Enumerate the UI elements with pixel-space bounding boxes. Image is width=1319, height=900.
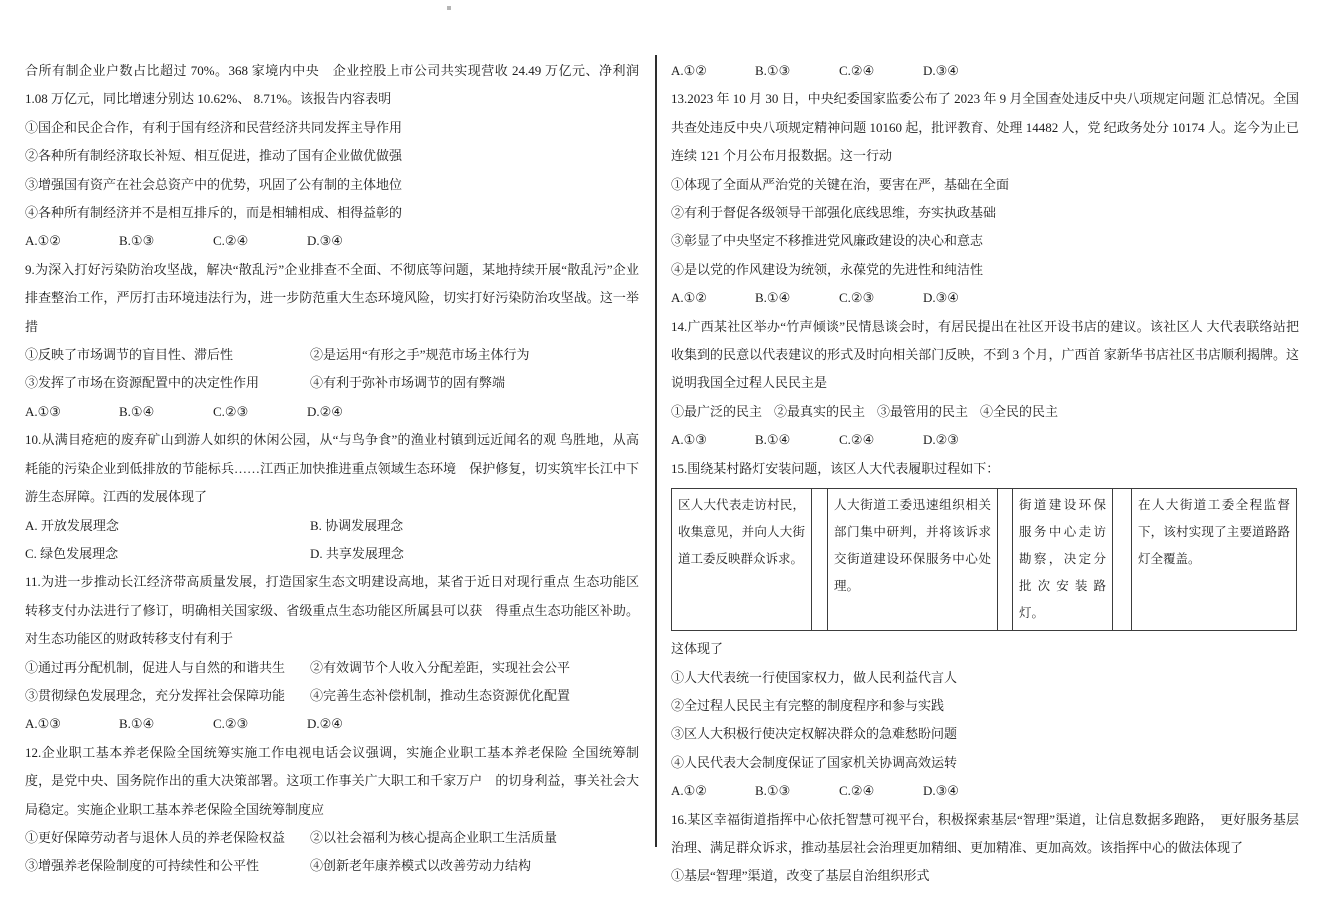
answer-choice: B.①④ [755, 432, 791, 448]
question-paragraph: 15.围绕某村路灯安装问题，该区人大代表履职过程如下： [671, 460, 1000, 476]
option-item: ②有效调节个人收入分配差距，实现社会公平 [310, 659, 571, 675]
answer-choice: C.②④ [839, 783, 875, 799]
option-pair-row [25, 824, 639, 852]
option-pair-row [25, 682, 639, 710]
statement-option: ③最管用的民主 [877, 403, 969, 419]
table-spacer-cell [812, 489, 828, 631]
answer-options-row [25, 398, 639, 426]
answer-choice: A.①③ [25, 403, 61, 419]
statement-line: ①基层“智理”渠道，改变了基层自治组织形式 [671, 868, 930, 884]
left-column [25, 57, 639, 881]
answer-choice: C.②④ [213, 233, 249, 249]
statement-option: ④全民的民主 [980, 403, 1059, 419]
option-item: ②以社会福利为核心提高企业职工生活质量 [310, 829, 558, 845]
process-table [671, 488, 1297, 631]
option-pair-row [25, 512, 639, 540]
option-pair-row [25, 341, 639, 369]
option-item: ③发挥了市场在资源配置中的决定性作用 [25, 375, 260, 391]
answer-options-row [25, 227, 639, 255]
answer-choice: C.②④ [839, 63, 875, 78]
statement-line: ①国企和民企合作，有利于国有经济和民营经济共同发挥主导作用 [25, 119, 403, 135]
answer-choice: D.③④ [923, 63, 959, 78]
question-paragraph: 14.广西某社区举办“竹声倾谈”民情恳谈会时，有居民提出在社区开设书店的建议。该社区人 大代表联络站把收集到的民意以代表建议的形式及时向相关部门反映，不到 3 个月，广西首 家新华书店社区书店顺利揭牌。这说明我国全过程人民民主是 [671, 318, 1299, 391]
statement-line: ②有利于督促各级领导干部强化底线思维，夯实执政基础 [671, 205, 997, 221]
answer-choice: C.②③ [213, 716, 249, 732]
statement-line: ②全过程人民民主有完整的制度程序和参与实践 [671, 697, 945, 713]
option-item: ④完善生态补偿机制，推动生态资源优化配置 [310, 687, 571, 703]
answer-choice: C.②④ [839, 432, 875, 448]
statement-line: ③区人大积极行使决定权解决群众的急难愁盼问题 [671, 726, 958, 742]
option-item: D. 共享发展理念 [310, 545, 404, 561]
statement-option: ①最广泛的民主 [671, 403, 763, 419]
option-item: ②是运用“有形之手”规范市场主体行为 [310, 347, 530, 363]
statement-line: ④是以党的作风建设为统领，永葆党的先进性和纯洁性 [671, 261, 984, 277]
option-item: ①反映了市场调节的盲目性、滞后性 [25, 347, 234, 363]
option-pair-row [25, 540, 639, 568]
answer-choice: C.②③ [839, 290, 875, 306]
process-step-cell: 在人大街道工委全程监督下，该村实现了主要道路路灯全覆盖。 [1132, 489, 1297, 631]
option-item: ①更好保障劳动者与退休人员的养老保险权益 [25, 829, 286, 845]
statement-line: ①体现了全面从严治党的关键在治，要害在严，基础在全面 [671, 176, 1010, 192]
answer-choice: B.①③ [119, 233, 155, 249]
option-item: B. 协调发展理念 [310, 517, 404, 533]
scan-artifact-dot [447, 6, 451, 10]
option-pair-row [25, 654, 639, 682]
statement-line: ④各种所有制经济并不是相互排斥的，而是相辅相成、相得益彰的 [25, 205, 403, 221]
statement-line: ③彰显了中央坚定不移推进党风廉政建设的决心和意志 [671, 233, 984, 249]
question-paragraph: 11.为进一步推动长江经济带高质量发展，打造国家生态文明建设高地，某省于近日对现行重点 生态功能区转移支付办法进行了修订，明确相关国家级、省级重点生态功能区所属县可以获 得重点生态功能区补助。对生态功能区的财政转移支付有利于 [25, 574, 639, 647]
answer-choice: A.①② [671, 63, 707, 78]
option-item: C. 绿色发展理念 [25, 545, 119, 561]
answer-choice: A.①② [671, 290, 707, 306]
option-item: ③贯彻绿色发展理念，充分发挥社会保障功能 [25, 687, 286, 703]
answer-choice: A.①③ [671, 432, 707, 448]
right-column [671, 57, 1299, 891]
statement-line: ②各种所有制经济取长补短、相互促进，推动了国有企业做优做强 [25, 148, 403, 164]
process-step-cell: 街道建设环保服务中心走访勘察，决定分批次安装路灯。 [1013, 489, 1113, 631]
statement-line: ④人民代表大会制度保证了国家机关协调高效运转 [671, 754, 958, 770]
option-item: A. 开放发展理念 [25, 517, 119, 533]
statement-options-row [671, 398, 1299, 426]
answer-choice: B.①④ [119, 403, 155, 419]
process-step-cell: 区人大代表走访村民，收集意见，并向人大街道工委反映群众诉求。 [672, 489, 812, 631]
answer-choice: A.①② [25, 233, 61, 249]
option-item: ④有利于弥补市场调节的固有弊端 [310, 375, 506, 391]
question-paragraph: 16.某区幸福街道指挥中心依托智慧可视平台，积极探索基层“智理”渠道，让信息数据多跑路， 更好服务基层治理、满足群众诉求，推动基层社会治理更加精细、更加精准、更加高效。该指挥中心的做法体现了 [671, 811, 1299, 855]
option-pair-row [25, 852, 639, 880]
question-paragraph: 12.企业职工基本养老保险全国统筹实施工作电视电话会议强调，实施企业职工基本养老保险 全国统筹制度，是党中央、国务院作出的重大决策部署。这项工作事关广大职工和千家万户 的切身利益，事关社会大局稳定。实施企业职工基本养老保险全国统筹制度应 [25, 744, 639, 817]
answer-choice: D.②④ [307, 716, 343, 732]
statement-line: 合所有制企业户数占比超过 70%。368 家境内中央 企业控股上市公司共实现营收 24.49 万亿元、净利润 1.08 万亿元，同比增速分别达 10.62%、 8.71%。该报告内容表明 [25, 63, 639, 107]
statement-line: ③增强国有资产在社会总资产中的优势，巩固了公有制的主体地位 [25, 176, 403, 192]
answer-choice: A.①③ [25, 716, 61, 732]
option-item: ①通过再分配机制，促进人与自然的和谐共生 [25, 659, 286, 675]
statement-line: 这体现了 [671, 641, 724, 657]
answer-choice: D.②④ [307, 403, 343, 419]
answer-choice: A.①② [671, 783, 707, 799]
answer-choice: D.③④ [923, 290, 959, 306]
column-divider [655, 55, 657, 847]
table-spacer-cell [1113, 489, 1132, 631]
option-item: ④创新老年康养模式以改善劳动力结构 [310, 858, 532, 874]
answer-choice: C.②③ [213, 403, 249, 419]
question-paragraph: 10.从满目疮疤的废弃矿山到游人如织的休闲公园，从“与鸟争食”的渔业村镇到远近闻名的观 鸟胜地，从高耗能的污染企业到低排放的节能标兵……江西正加快推进重点领域生态环境 保护修复，切实筑牢长江中下游生态屏障。江西的发展体现了 [25, 432, 639, 505]
statement-option: ②最真实的民主 [774, 403, 866, 419]
answer-options-row [671, 57, 1299, 85]
answer-choice: D.②③ [923, 432, 959, 448]
table-spacer-cell [998, 489, 1013, 631]
answer-choice: D.③④ [307, 233, 343, 249]
answer-options-row [671, 426, 1299, 454]
answer-options-row [25, 710, 639, 738]
option-item: ③增强养老保险制度的可持续性和公平性 [25, 858, 260, 874]
answer-options-row [671, 777, 1299, 805]
answer-choice: D.③④ [923, 783, 959, 799]
answer-options-row [671, 284, 1299, 312]
answer-choice: B.①③ [755, 63, 791, 78]
question-paragraph: 13.2023 年 10 月 30 日，中央纪委国家监委公布了 2023 年 9 月全国查处违反中央八项规定问题 汇总情况。全国共查处违反中央八项规定精神问题 10160 起，批评教育、处理 14482 人，党 纪政务处分 10174 人。迄今为止已连续 121 个月公布月报数据。这一行动 [671, 91, 1299, 164]
answer-choice: B.①③ [755, 783, 791, 799]
answer-choice: B.①④ [119, 716, 155, 732]
option-pair-row [25, 369, 639, 397]
process-step-cell: 人大街道工委迅速组织相关部门集中研判，并将该诉求交街道建设环保服务中心处理。 [828, 489, 998, 631]
question-paragraph: 9.为深入打好污染防治攻坚战，解决“散乱污”企业排查不全面、不彻底等问题，某地持续开展“散乱污”企业排查整治工作，严厉打击环境违法行为，进一步防范重大生态环境风险，切实打好污染防治攻坚战。这一举措 [25, 261, 639, 334]
answer-choice: B.①④ [755, 290, 791, 306]
statement-line: ①人大代表统一行使国家权力，做人民利益代言人 [671, 669, 958, 685]
